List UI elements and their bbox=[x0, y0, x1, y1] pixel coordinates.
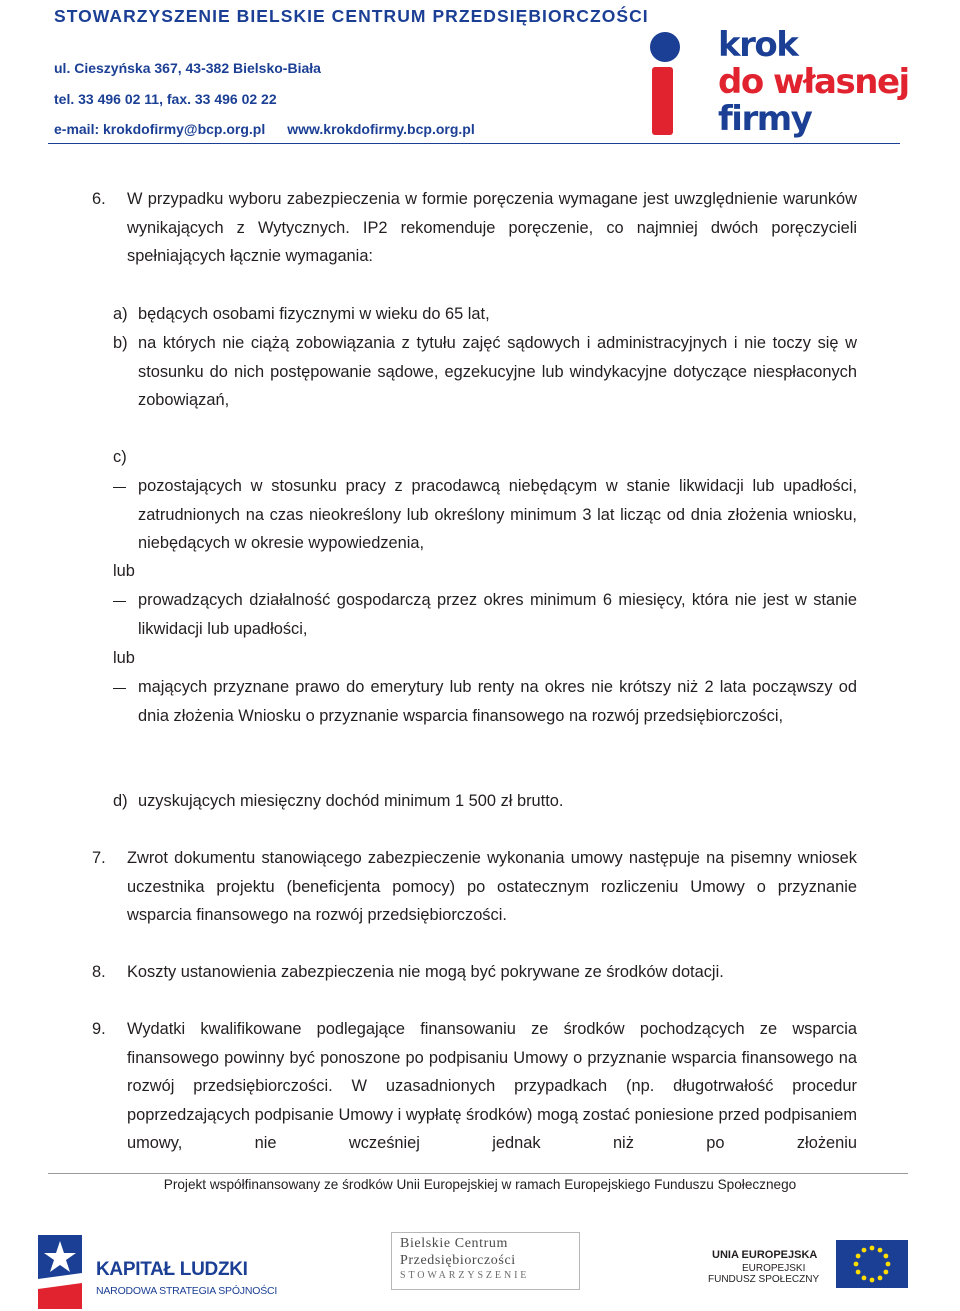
bcp-logo bbox=[391, 1232, 580, 1290]
item-6a-label: a) bbox=[113, 305, 128, 323]
dash-bullet bbox=[113, 487, 126, 488]
website-link[interactable]: www.krokdofirmy.bcp.org.pl bbox=[287, 121, 475, 137]
kapital-ludzki-title: KAPITAŁ LUDZKI bbox=[96, 1259, 248, 1280]
logo-stem-shape bbox=[652, 67, 673, 135]
dash-bullet bbox=[113, 688, 126, 689]
item-9-number: 9. bbox=[92, 1020, 106, 1038]
item-9-text: Wydatki kwalifikowane podlegające finansowaniu ze środków pochodzących ze wsparcia finansowego powinny być ponoszone po podpisaniu Umowy o przyznanie wsparcia finansowego na rozwój przedsiębiorczości. W uzasadnionych przypadkach (np. długotrwałość procedur poprzedzających podpisanie Umowy i wypłatę środków) mogą zostać poniesione przed podpisaniem umowy, nie wcześniej jednak niż po złożeniu bbox=[127, 1020, 857, 1153]
funding-statement: Projekt współfinansowany ze środków Unii Europejskiej w ramach Europejskiego Funduszu Społecznego bbox=[163, 1177, 797, 1192]
phone-fax: tel. 33 496 02 11, fax. 33 496 02 22 bbox=[54, 91, 277, 107]
item-6-intro: W przypadku wyboru zabezpieczenia w formie poręczenia wymagane jest uwzględnienie warunków wynikających z Wytycznych. IP2 rekomenduje poręczenie, co najmniej dwóch poręczycieli spełniających łącznie wymagania: bbox=[127, 190, 857, 266]
item-6c-label: c) bbox=[113, 448, 127, 466]
address: ul. Cieszyńska 367, 43-382 Bielsko-Biała bbox=[54, 60, 321, 76]
kapital-ludzki-subtitle: NARODOWA STRATEGIA SPÓJNOŚCI bbox=[96, 1285, 278, 1297]
item-6d-label: d) bbox=[113, 792, 128, 810]
item-8-number: 8. bbox=[92, 963, 106, 981]
logo-text-do-wlasnej: do własnej bbox=[718, 62, 909, 102]
contact-line bbox=[54, 121, 475, 137]
email[interactable]: e-mail: krokdofirmy@bcp.org.pl bbox=[54, 121, 266, 137]
item-6-number: 6. bbox=[92, 190, 106, 208]
eu-flag-icon bbox=[836, 1240, 908, 1288]
item-6d-text: uzyskujących miesięczny dochód minimum 1 500 zł brutto. bbox=[138, 792, 564, 810]
header-divider bbox=[48, 143, 900, 144]
krok-logo bbox=[648, 25, 909, 142]
item-6c-dash-2: prowadzących działalność gospodarczą przez okres minimum 6 miesięcy, która nie jest w stanie likwidacji lub upadłości, bbox=[138, 591, 857, 638]
item-6b-label: b) bbox=[113, 334, 128, 352]
organization-name: STOWARZYSZENIE BIELSKIE CENTRUM PRZEDSIĘBIORCZOŚCI bbox=[54, 6, 649, 26]
item-6a-text: będących osobami fizycznymi w wieku do 65 lat, bbox=[138, 305, 490, 323]
item-7-number: 7. bbox=[92, 849, 106, 867]
item-6c-dash-3: mających przyznane prawo do emerytury lub renty na okres nie krótszy niż 2 lata począwszy od dnia złożenia Wniosku o przyznanie wsparcia finansowego na rozwój przedsiębiorczości, bbox=[138, 678, 857, 725]
logo-text-krok: krok bbox=[718, 25, 798, 65]
bcp-logo-line-1: Bielskie Centrum bbox=[400, 1236, 508, 1251]
logo-dot-shape bbox=[650, 32, 680, 62]
item-6b-text: na których nie ciążą zobowiązania z tytułu zajęć sądowych i administracyjnych i nie toczy się w stosunku do nich postępowanie sądowe, egzekucyjne lub windykacyjne dotyczące niespłaconych zobowiązań, bbox=[138, 334, 857, 410]
or-separator-2: lub bbox=[113, 649, 135, 667]
dash-bullet bbox=[113, 601, 126, 602]
item-6c-dash-1: pozostających w stosunku pracy z pracodawcą niebędącym w stanie likwidacji lub upadłości, zatrudnionych na czas nieokreślony lub określony minimum 3 lat licząc od dnia złożenia wniosku, niebędących w okresie wypowiedzenia, bbox=[138, 477, 857, 553]
kapital-ludzki-star-icon bbox=[38, 1235, 82, 1309]
eu-fund-line-1: EUROPEJSKI bbox=[742, 1263, 806, 1274]
eu-title: UNIA EUROPEJSKA bbox=[712, 1249, 818, 1261]
eu-fund-line-2: FUNDUSZ SPOŁECZNY bbox=[708, 1274, 820, 1285]
bcp-logo-line-3: STOWARZYSZENIE bbox=[400, 1270, 530, 1281]
logo-text-firmy: firmy bbox=[718, 99, 812, 139]
eu-logo bbox=[708, 1246, 908, 1306]
or-separator-1: lub bbox=[113, 562, 135, 580]
footer-divider bbox=[48, 1173, 908, 1174]
kapital-ludzki-logo bbox=[38, 1235, 278, 1311]
item-8-text: Koszty ustanowienia zabezpieczenia nie mogą być pokrywane ze środków dotacji. bbox=[127, 963, 724, 981]
item-7-text: Zwrot dokumentu stanowiącego zabezpieczenie wykonania umowy następuje na pisemny wniosek uczestnika projektu (beneficjenta pomocy) po ostatecznym rozliczeniu Umowy o przyznanie wsparcia finansowego na rozwój przedsiębiorczości. bbox=[127, 849, 857, 925]
bcp-logo-line-2: Przedsiębiorczości bbox=[400, 1253, 516, 1268]
